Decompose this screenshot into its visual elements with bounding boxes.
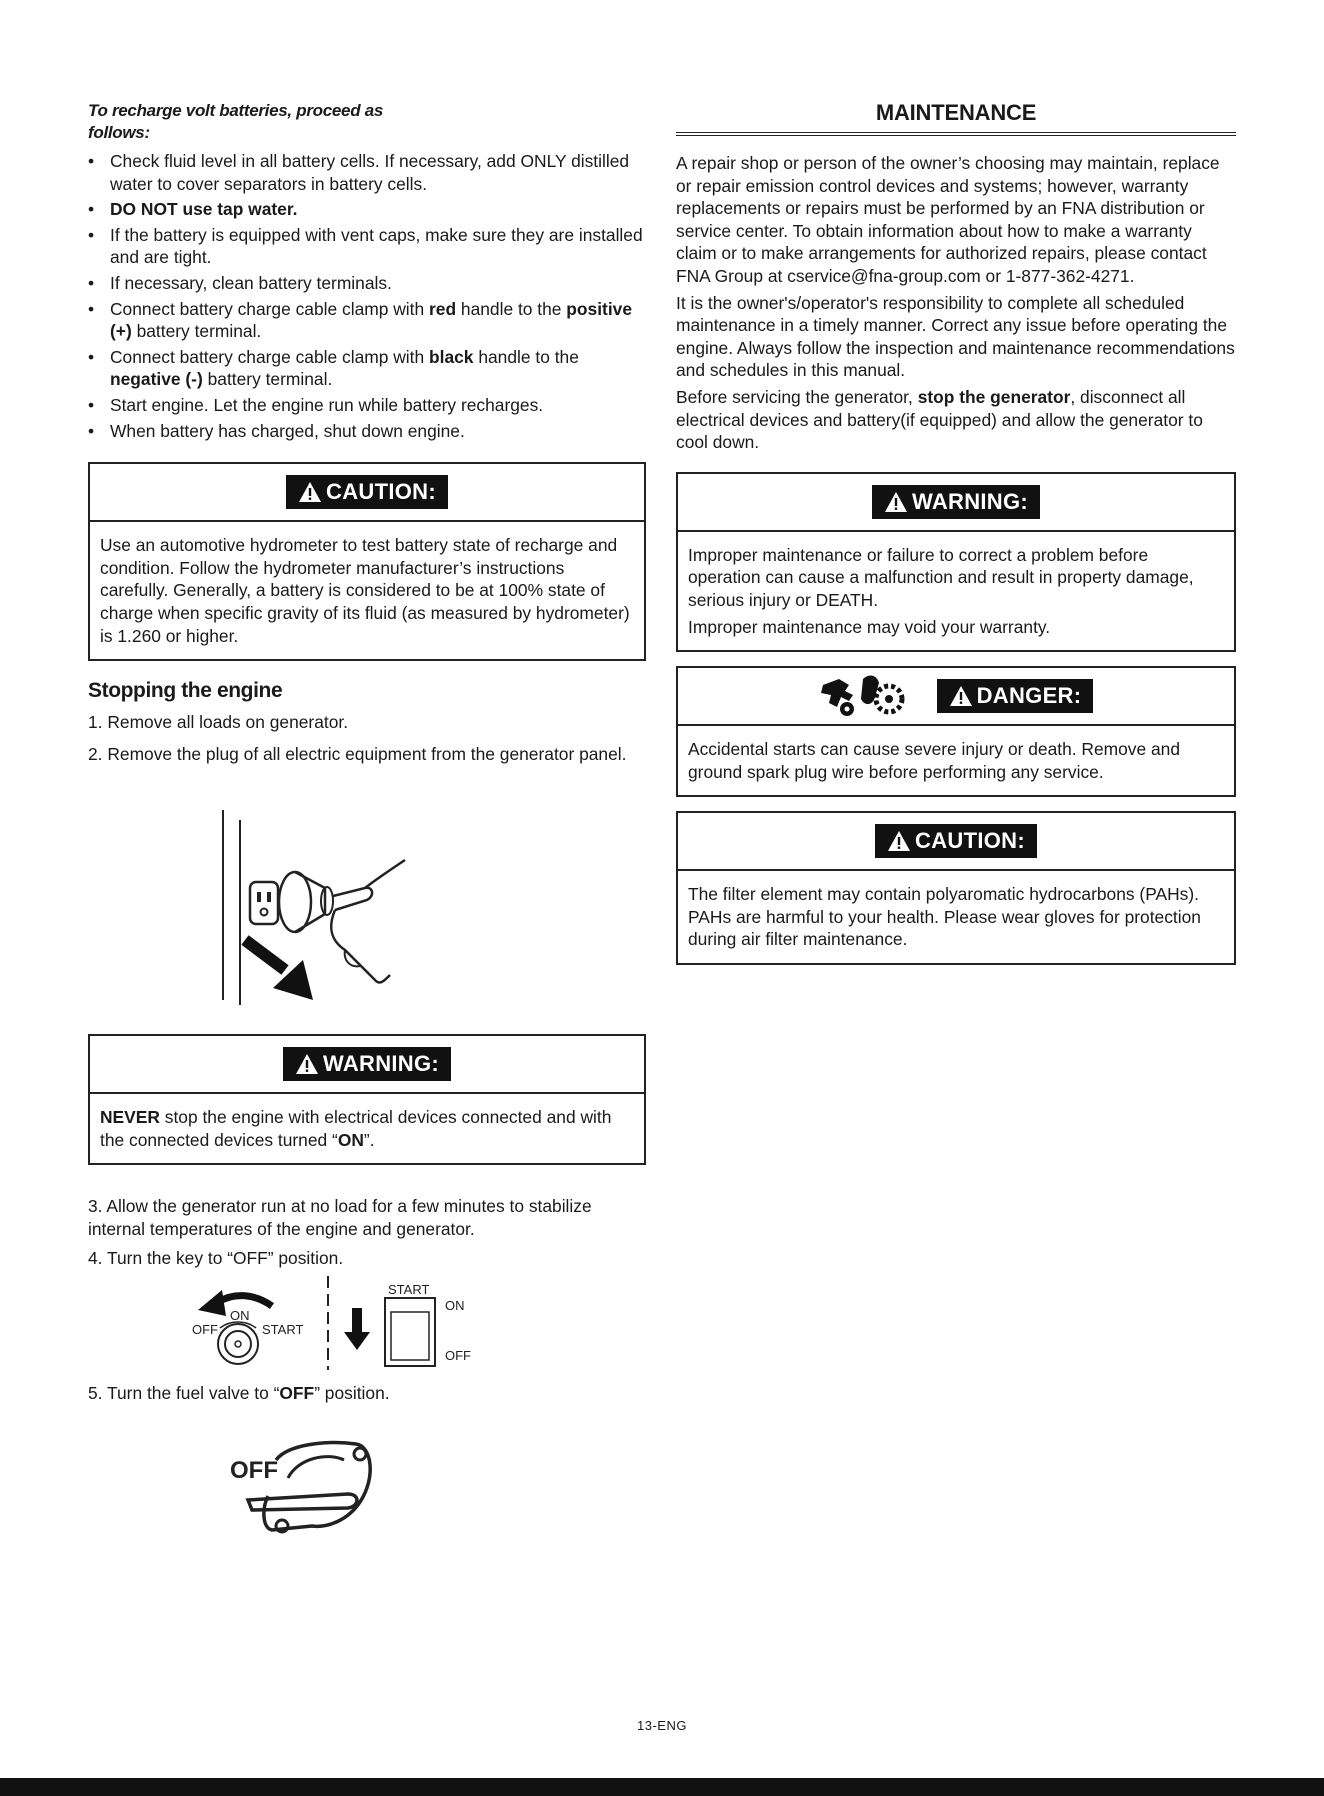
key-switch-illustration [180, 1276, 500, 1376]
maintenance-paragraph-3: Before servicing the generator, stop the generator, disconnect all electrical devices and battery(if equipped) and allow the generator to cool down. [676, 386, 1203, 453]
recharge-steps-list [88, 150, 646, 442]
recharge-intro: To recharge volt batteries, proceed as follows: [88, 101, 384, 142]
list-item: • When battery has charged, shut down engine. [88, 420, 646, 443]
warning-label: WARNING: [322, 1051, 440, 1076]
switch-on-label: ON [445, 1298, 465, 1313]
caution-text: Use an automotive hydrometer to test battery state of recharge and condition. Follow the hydrometer manufacturer’s instructions carefully. Generally, a battery is considered to be at 100% state of charge when specific gravity of its fluid (as measured by hydrometer) is 1.260 or higher. [100, 535, 630, 646]
left-column [88, 100, 646, 765]
maintenance-paragraph-2: It is the owner's/operator's responsibility to complete all scheduled maintenance in a timely manner. Correct any issue before operating the engine. Always follow the inspection and maintenance recommendations and schedules in this manual. [676, 292, 1235, 381]
warning-body [90, 1094, 644, 1163]
warning-header [90, 1036, 644, 1094]
caution-box-battery [88, 462, 646, 661]
list-item: • Check fluid level in all battery cells. If necessary, add ONLY distilled water to cover separators in battery cells. [88, 150, 646, 195]
step-1: 1. Remove all loads on generator. [88, 712, 349, 733]
page-number: 13-ENG [637, 1718, 687, 1733]
maintenance-title: MAINTENANCE [676, 100, 1236, 136]
warning-badge [872, 485, 1040, 519]
unplug-figure-svg [215, 810, 445, 1010]
key-figure-svg [180, 1276, 500, 1376]
caution-label: CAUTION: [915, 828, 1025, 854]
list-item: • Connect battery charge cable clamp with black handle to the negative (-) battery terminal. [88, 346, 646, 391]
warning-label: WARNING: [911, 488, 1029, 514]
warning-text: NEVER stop the engine with electrical devices connected and with the connected devices turned “ON”. [100, 1107, 612, 1150]
step-5: 5. Turn the fuel valve to “OFF” position. [88, 1383, 390, 1403]
key-on-label: ON [230, 1308, 250, 1323]
step-3: 3. Allow the generator run at no load for a few minutes to stabilize internal temperatures of the engine and generator. [88, 1196, 592, 1239]
caution-body [90, 522, 644, 659]
warning-triangle-icon [295, 1053, 319, 1075]
warning-triangle-icon [298, 481, 322, 503]
unplug-illustration [215, 810, 445, 1010]
caution-badge [875, 824, 1037, 858]
list-item: • If the battery is equipped with vent caps, make sure they are installed and are tight. [88, 224, 646, 269]
fuel-valve-illustration [228, 1438, 388, 1538]
warning-body [678, 532, 1234, 650]
list-item: • DO NOT use tap water. [88, 198, 646, 221]
caution-badge [286, 475, 448, 509]
warning-header [678, 474, 1234, 532]
warning-badge [283, 1047, 451, 1081]
list-item: • If necessary, clean battery terminals. [88, 272, 646, 295]
danger-body [678, 726, 1234, 795]
key-start-label: START [262, 1322, 304, 1337]
warning-triangle-icon [949, 685, 973, 707]
danger-header [678, 668, 1234, 726]
fuel-valve-svg [228, 1438, 388, 1538]
bottom-rule [0, 1778, 1324, 1796]
caution-header [90, 464, 644, 522]
caution-body [678, 871, 1234, 963]
warning-box-never [88, 1034, 646, 1165]
stopping-engine-heading: Stopping the engine [88, 679, 283, 703]
caution-box-filter [676, 811, 1236, 965]
warning-box-maintenance [676, 472, 1236, 652]
list-item: • Connect battery charge cable clamp with red handle to the positive (+) battery terminal. [88, 298, 646, 343]
list-item: • Start engine. Let the engine run while battery recharges. [88, 394, 646, 417]
fuel-off-label: OFF [230, 1457, 278, 1484]
maintenance-paragraph-1: A repair shop or person of the owner’s choosing may maintain, replace or repair emission control devices and systems; however, warranty replacements or repairs must be performed by an FNA distribution or service center. To obtain information about how to make a warranty claim or to make arrangements for authorized repairs, please contact FNA Group at cservice@fna-group.com or 1-877-362-4271. [676, 153, 1220, 286]
right-column [676, 100, 1236, 965]
key-off-label: OFF [192, 1322, 218, 1337]
warning-box-left-wrap [88, 1034, 646, 1270]
step-4: 4. Turn the key to “OFF” position. [88, 1248, 344, 1269]
warning-text-1: Improper maintenance or failure to correct a problem before operation can cause a malfunction and result in property damage, serious injury or DEATH. [688, 544, 1194, 610]
switch-off-label: OFF [445, 1348, 471, 1363]
caution-label: CAUTION: [326, 479, 436, 505]
warning-triangle-icon [884, 491, 908, 513]
caution-text: The filter element may contain polyaromatic hydrocarbons (PAHs). PAHs are harmful to your health. Please wear gloves for protection during air filter maintenance. [688, 884, 1201, 950]
danger-label: DANGER: [976, 683, 1082, 709]
danger-box [676, 666, 1236, 797]
warning-text-2: Improper maintenance may void your warranty. [688, 616, 1051, 637]
step-2: 2. Remove the plug of all electric equipment from the generator panel. [88, 743, 627, 764]
switch-start-label: START [388, 1282, 430, 1297]
danger-badge [937, 679, 1094, 713]
warning-triangle-icon [887, 830, 911, 852]
hand-gear-hazard-icon [819, 671, 919, 721]
caution-header [678, 813, 1234, 871]
danger-text: Accidental starts can cause severe injury or death. Remove and ground spark plug wire before performing any service. [688, 739, 1181, 782]
